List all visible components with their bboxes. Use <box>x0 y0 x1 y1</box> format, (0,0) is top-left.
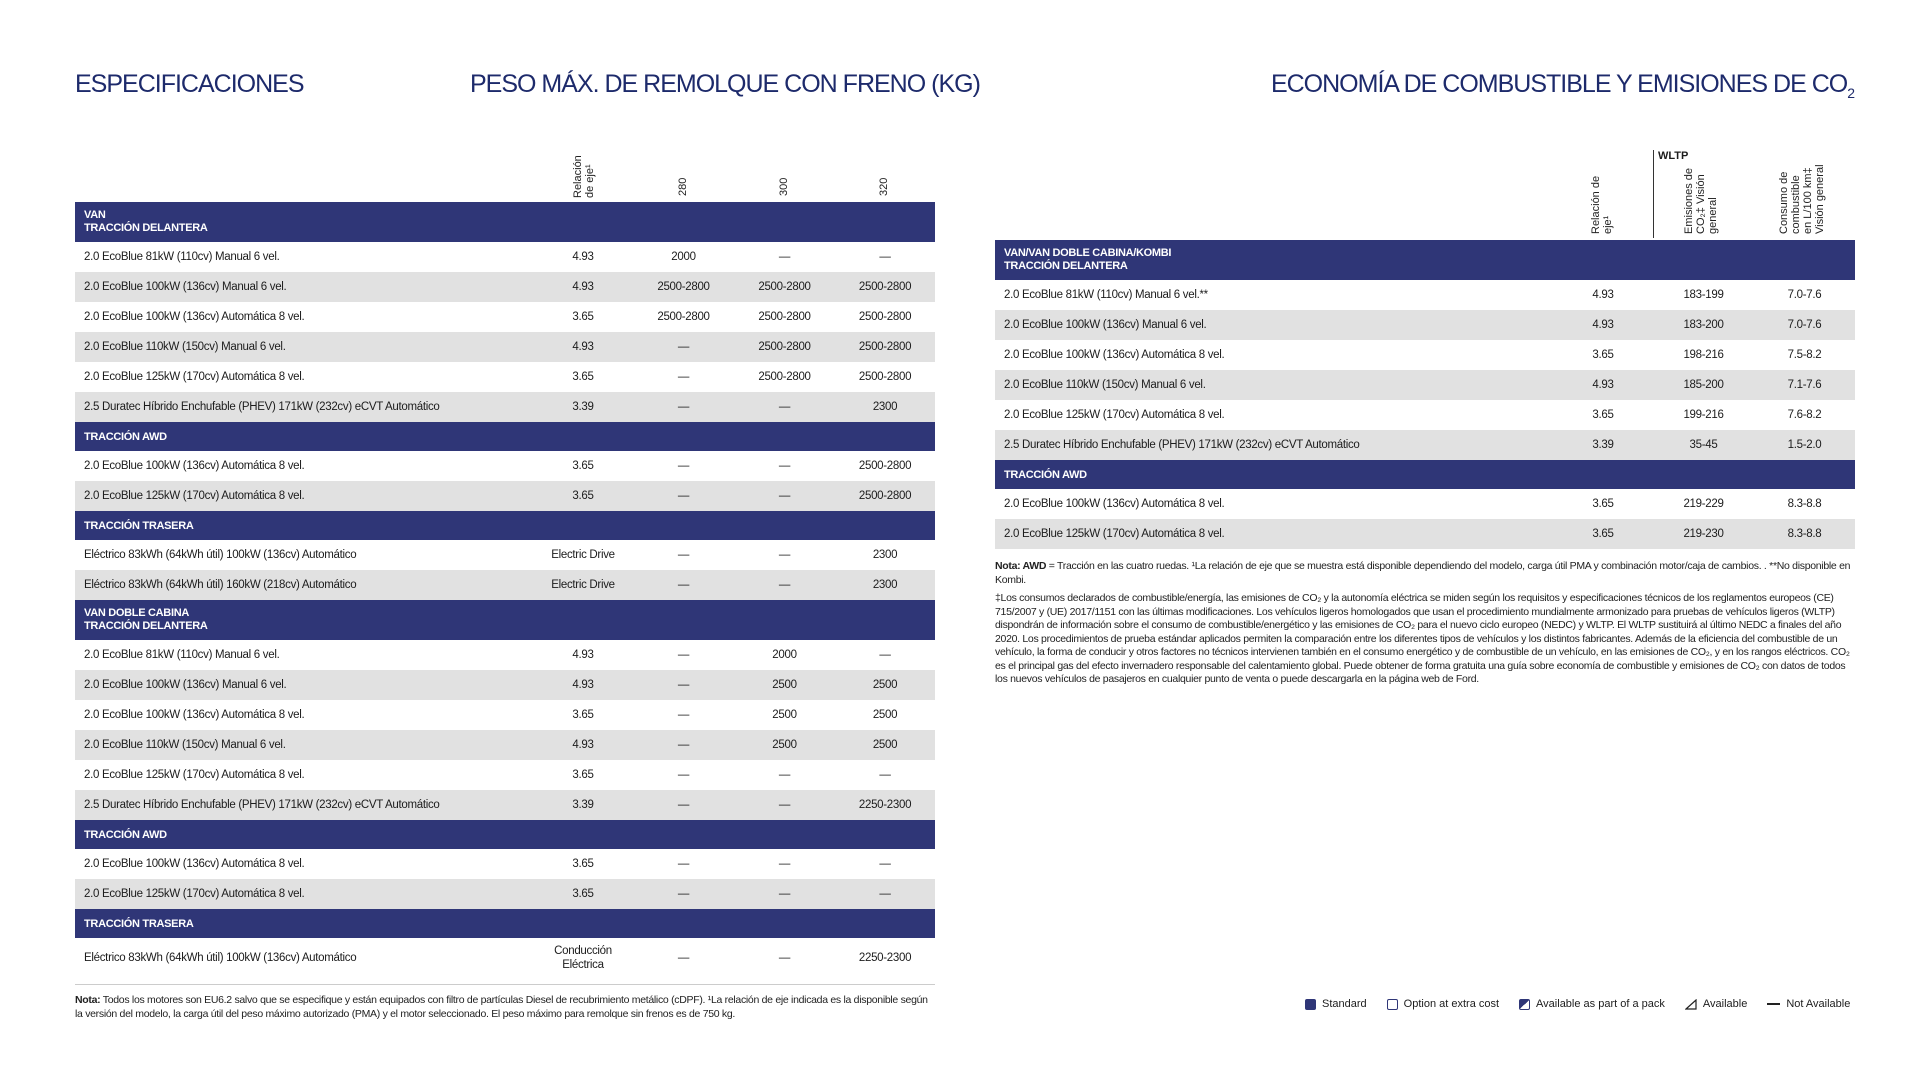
group-header <box>995 460 1855 489</box>
engine-cell: 2.0 EcoBlue 81kW (110cv) Manual 6 vel.** <box>1004 289 1208 301</box>
value-cell: 183-199 <box>1683 289 1724 301</box>
group-label: VAN/VAN DOBLE CABINA/KOMBI <box>1004 247 1172 259</box>
table-row <box>75 451 935 481</box>
value-cell: 4.93 <box>533 332 633 362</box>
towing-table <box>75 202 935 978</box>
table-row <box>75 332 935 362</box>
table-row <box>75 392 935 422</box>
value-cell: 3.39 <box>533 392 633 422</box>
table-row <box>75 362 935 392</box>
value-cell: 7.0-7.6 <box>1787 289 1822 301</box>
value-cell: 7.0-7.6 <box>1754 310 1855 340</box>
engine-cell: 2.0 EcoBlue 125kW (170cv) Automática 8 vel. <box>84 769 305 781</box>
value-cell: — <box>677 649 690 661</box>
value-cell: 3.65 <box>572 858 594 870</box>
table-row <box>75 302 935 332</box>
value-cell: 2500 <box>772 709 797 721</box>
value-cell: — <box>778 460 791 472</box>
legend-label: Available as part of a pack <box>1536 998 1665 1010</box>
value-cell: 198-216 <box>1683 349 1724 361</box>
value-cell: 4.93 <box>533 670 633 700</box>
group-label: TRACCIÓN DELANTERA <box>84 222 208 234</box>
wltp-divider <box>1653 150 1654 238</box>
value-cell: — <box>879 769 891 781</box>
value-cell: 1.5-2.0 <box>1754 430 1855 460</box>
group-header-row <box>75 202 935 242</box>
engine-cell: 2.0 EcoBlue 100kW (136cv) Manual 6 vel. <box>995 310 1553 340</box>
value-cell: 3.65 <box>533 481 633 511</box>
value-cell: 2300 <box>872 549 898 561</box>
engine-cell: 2.0 EcoBlue 100kW (136cv) Automática 8 vel. <box>84 460 305 472</box>
group-header <box>75 511 935 540</box>
legend-label: Not Available <box>1786 998 1851 1010</box>
value-cell: 199-216 <box>1683 409 1724 421</box>
engine-cell: 2.0 EcoBlue 100kW (136cv) Automática 8 vel. <box>1004 349 1225 361</box>
value-cell: — <box>633 332 734 362</box>
value-cell: 2500-2800 <box>734 332 835 362</box>
value-cell: 2500-2800 <box>633 272 734 302</box>
value-cell: 3.65 <box>1553 519 1653 549</box>
value-cell: — <box>734 481 835 511</box>
header-300: 300 <box>778 177 790 196</box>
legend-label: Available <box>1702 998 1748 1010</box>
value-cell: — <box>677 709 690 721</box>
group-header <box>75 600 935 640</box>
engine-cell: 2.0 EcoBlue 125kW (170cv) Automática 8 vel. <box>1004 409 1225 421</box>
note-label: Nota: <box>75 994 101 1006</box>
value-cell: 183-200 <box>1653 310 1754 340</box>
value-cell: — <box>633 670 734 700</box>
value-cell: — <box>879 649 891 661</box>
value-cell: — <box>778 952 791 964</box>
economy-title-text: ECONOMÍA DE COMBUSTIBLE Y EMISIONES DE CO <box>1270 70 1848 98</box>
value-cell: — <box>633 879 734 909</box>
group-label: TRACCIÓN DELANTERA <box>1004 260 1128 272</box>
group-header-row <box>995 240 1855 280</box>
table-row <box>75 879 935 909</box>
legend-available <box>1685 998 1747 1010</box>
value-cell: 2500-2800 <box>835 272 935 302</box>
dash-icon <box>1767 1003 1780 1005</box>
header-320: 320 <box>878 177 890 196</box>
legend-label: Standard <box>1322 998 1367 1010</box>
engine-cell: 2.5 Duratec Híbrido Enchufable (PHEV) 171kW (232cv) eCVT Automático <box>75 790 533 820</box>
group-label: TRACCIÓN TRASERA <box>84 519 194 532</box>
group-header-row <box>75 511 935 540</box>
value-cell: 2300 <box>835 392 935 422</box>
value-cell: 2300 <box>835 570 935 600</box>
legend-option <box>1387 998 1499 1010</box>
value-cell: 2500-2800 <box>858 311 912 323</box>
engine-cell: 2.5 Duratec Híbrido Enchufable (PHEV) 171kW (232cv) eCVT Automático <box>75 392 533 422</box>
note-text: Todos los motores son EU6.2 salvo que se especifique y están equipados con filtro de partículas Diesel de recubrimiento metálico (cDPF). ¹La relación de eje indicada es la disponible según la versión del modelo, la carga útil del peso máximo autorizado (PMA) y el motor seleccionado. El peso máximo para remolque sin frenos es de 750 kg. <box>75 994 928 1020</box>
value-cell: — <box>778 251 791 263</box>
value-cell: — <box>734 879 835 909</box>
group-label: VAN DOBLE CABINA <box>84 607 189 619</box>
value-cell: 7.1-7.6 <box>1754 370 1855 400</box>
value-cell: 2500 <box>835 730 935 760</box>
value-cell: 3.65 <box>572 371 594 383</box>
group-header-row <box>75 600 935 640</box>
value-cell: 185-200 <box>1653 370 1754 400</box>
engine-cell: Eléctrico 83kWh (64kWh útil) 100kW (136cv) Automático <box>84 549 357 561</box>
engine-cell: 2.0 EcoBlue 81kW (110cv) Manual 6 vel. <box>84 649 280 661</box>
engine-cell: Eléctrico 83kWh (64kWh útil) 100kW (136cv) Automático <box>84 952 357 964</box>
legend <box>1305 998 1850 1010</box>
economy-title-subscript: 2 <box>1847 85 1854 101</box>
group-label: TRACCIÓN TRASERA <box>84 917 194 930</box>
triangle-icon <box>1685 999 1697 1010</box>
value-cell: — <box>778 549 791 561</box>
table-row <box>995 280 1855 310</box>
value-cell: 3.65 <box>533 879 633 909</box>
value-cell: 2500 <box>734 730 835 760</box>
engine-cell: 2.0 EcoBlue 100kW (136cv) Manual 6 vel. <box>75 670 533 700</box>
group-header <box>75 202 935 242</box>
value-cell: — <box>633 730 734 760</box>
value-cell: 2500 <box>835 670 935 700</box>
value-cell: 219-229 <box>1683 498 1724 510</box>
engine-cell: 2.0 EcoBlue 100kW (136cv) Automática 8 vel. <box>84 858 305 870</box>
group-header <box>75 422 935 451</box>
value-cell: 4.93 <box>533 272 633 302</box>
value-cell: 3.65 <box>1592 498 1614 510</box>
half-filled-square-icon <box>1519 999 1530 1010</box>
engine-cell: 2.0 EcoBlue 110kW (150cv) Manual 6 vel. <box>75 730 533 760</box>
table-row <box>75 481 935 511</box>
value-cell: 3.65 <box>1592 409 1614 421</box>
value-cell: — <box>778 858 791 870</box>
value-cell: — <box>677 858 690 870</box>
value-cell: 3.39 <box>533 790 633 820</box>
table-row <box>75 938 935 978</box>
value-cell: 35-45 <box>1653 430 1754 460</box>
value-cell: — <box>879 251 891 263</box>
value-cell: 2250-2300 <box>835 790 935 820</box>
table-row <box>995 310 1855 340</box>
value-cell: 8.3-8.8 <box>1787 498 1822 510</box>
value-cell: 4.93 <box>1553 310 1653 340</box>
table-row <box>995 340 1855 370</box>
value-cell: — <box>677 549 690 561</box>
group-header <box>75 820 935 849</box>
value-cell: — <box>879 858 891 870</box>
value-cell: — <box>633 392 734 422</box>
economy-title <box>1271 70 1854 101</box>
table-row <box>75 570 935 600</box>
value-cell: 2500 <box>734 670 835 700</box>
value-cell: — <box>677 769 690 781</box>
value-cell: 2500-2800 <box>835 481 935 511</box>
header-280: 280 <box>677 177 689 196</box>
header-axle-ratio-right: Relación de eje¹ <box>1590 175 1614 234</box>
value-cell: 4.93 <box>572 251 594 263</box>
table-row <box>995 370 1855 400</box>
table-row <box>995 400 1855 430</box>
value-cell: — <box>734 392 835 422</box>
table-row <box>995 519 1855 549</box>
value-cell: — <box>677 371 690 383</box>
value-cell: 2500-2800 <box>758 311 811 323</box>
header-axle-ratio: Relación de eje¹ <box>572 155 596 198</box>
value-cell: 2000 <box>671 251 696 263</box>
group-header-row <box>995 460 1855 489</box>
table-row <box>75 849 935 879</box>
value-cell: 3.65 <box>572 769 594 781</box>
engine-cell: 2.0 EcoBlue 100kW (136cv) Automática 8 vel. <box>84 709 305 721</box>
engine-cell: 2.0 EcoBlue 125kW (170cv) Automática 8 vel. <box>75 481 533 511</box>
engine-cell: 2.0 EcoBlue 81kW (110cv) Manual 6 vel. <box>84 251 280 263</box>
value-cell: 8.3-8.8 <box>1754 519 1855 549</box>
towing-title: PESO MÁX. DE REMOLQUE CON FRENO (KG) <box>470 70 980 98</box>
value-cell: 7.5-8.2 <box>1787 349 1822 361</box>
filled-square-icon <box>1305 999 1316 1010</box>
specs-title: ESPECIFICACIONES <box>75 70 304 98</box>
economy-table <box>995 240 1855 549</box>
value-cell: 2500-2800 <box>858 371 912 383</box>
table-row <box>75 760 935 790</box>
group-label: TRACCIÓN AWD <box>1004 468 1087 481</box>
engine-cell: 2.5 Duratec Híbrido Enchufable (PHEV) 171kW (232cv) eCVT Automático <box>995 430 1553 460</box>
value-cell: — <box>633 570 734 600</box>
engine-cell: Eléctrico 83kWh (64kWh útil) 160kW (218cv) Automático <box>75 570 533 600</box>
value-cell: — <box>734 790 835 820</box>
header-fuel: Consumo de combustible en L/100 km‡ Visión general <box>1778 164 1826 234</box>
value-cell: — <box>778 769 791 781</box>
table-row <box>995 430 1855 460</box>
value-cell: 2500-2800 <box>858 460 912 472</box>
value-cell: 3.65 <box>1592 349 1614 361</box>
value-cell: 2500 <box>872 709 898 721</box>
table-row <box>75 730 935 760</box>
table-row <box>75 540 935 570</box>
legend-label: Option at extra cost <box>1403 998 1500 1010</box>
engine-cell: 2.0 EcoBlue 110kW (150cv) Manual 6 vel. <box>995 370 1553 400</box>
value-cell: Electric Drive <box>551 549 615 561</box>
group-label: TRACCIÓN DELANTERA <box>84 620 208 632</box>
engine-cell: 2.0 EcoBlue 125kW (170cv) Automática 8 vel. <box>84 371 305 383</box>
empty-square-icon <box>1387 999 1398 1010</box>
value-cell: Conducción Eléctrica <box>554 945 612 971</box>
value-cell: 4.93 <box>1592 289 1614 301</box>
value-cell: 2500-2800 <box>758 371 811 383</box>
group-header <box>995 240 1855 280</box>
value-cell: 219-230 <box>1653 519 1754 549</box>
value-cell: — <box>734 570 835 600</box>
table-row <box>75 242 935 272</box>
engine-cell: 2.0 EcoBlue 100kW (136cv) Manual 6 vel. <box>75 272 533 302</box>
engine-cell: 2.0 EcoBlue 125kW (170cv) Automática 8 vel. <box>995 519 1553 549</box>
value-cell: 2500-2800 <box>734 272 835 302</box>
legend-standard <box>1305 998 1367 1010</box>
group-header-row <box>75 909 935 938</box>
value-cell: — <box>677 952 690 964</box>
engine-cell: 2.0 EcoBlue 110kW (150cv) Manual 6 vel. <box>75 332 533 362</box>
value-cell: — <box>633 790 734 820</box>
value-cell: Electric Drive <box>533 570 633 600</box>
value-cell: 3.65 <box>572 460 594 472</box>
table-row <box>995 489 1855 519</box>
note-label: Nota: AWD <box>995 560 1047 572</box>
value-cell: 2500-2800 <box>657 311 710 323</box>
engine-cell: 2.0 EcoBlue 100kW (136cv) Automática 8 vel. <box>84 311 305 323</box>
value-cell: — <box>835 879 935 909</box>
value-cell: 3.39 <box>1553 430 1653 460</box>
value-cell: — <box>633 481 734 511</box>
value-cell: 4.93 <box>533 730 633 760</box>
table-row <box>75 670 935 700</box>
note-text: = Tracción en las cuatro ruedas. ¹La relación de eje que se muestra está disponible dependiendo del modelo, carga útil PMA y combinación motor/caja de cambios. . **No disponible en Kombi. <box>995 560 1851 586</box>
value-cell: 7.6-8.2 <box>1787 409 1822 421</box>
group-label: TRACCIÓN AWD <box>84 430 167 443</box>
value-cell: 2500-2800 <box>835 332 935 362</box>
wltp-label: WLTP <box>1658 150 1689 162</box>
legend-pack <box>1519 998 1665 1010</box>
group-label: TRACCIÓN AWD <box>84 828 167 841</box>
header-co2: Emisiones de CO₂‡ Visión general <box>1683 167 1719 234</box>
group-label: VAN <box>84 209 106 221</box>
economy-note-2: ‡Los consumos declarados de combustible/energía, las emisiones de CO₂ y la autonomía eléctrica se miden según los requisitos y especificaciones técnicos de los reglamentos europeos (CE) 715/2007 y (UE) 2017/1151 con las últimas modificaciones. Los vehículos ligeros homologados que usan el procedimiento mundialmente armonizado para pruebas de vehículos ligeros (WLTP) dispondrán de información sobre el consumo de combustible/energético y las emisiones de CO₂ para el nuevo ciclo europeo (NEDC) y WLTP. El WLTP sustituirá al último NEDC a finales del año 2020. Los procedimientos de prueba estándar aplicados permiten la comparación entre los diferentes tipos de vehículos y los distintos fabricantes. Además de la eficiencia del combustible de un vehículo, la forma de conducir y otros factores no técnicos intervienen también en el consumo energético y de combustible de un vehículo, en las emisiones de CO₂, y en los rangos eléctricos. CO₂ es el principal gas del efecto invernadero responsable del calentamiento global. Puede obtener de forma gratuita una guía sobre economía de combustible y emisiones de CO₂ con datos de todos los nuevos vehículos de pasajeros en cualquier punto de venta o puede descargarla en la página web de Ford. <box>995 592 1850 685</box>
engine-cell: 2.0 EcoBlue 125kW (170cv) Automática 8 vel. <box>75 879 533 909</box>
value-cell: 2000 <box>772 649 797 661</box>
engine-cell: 2.0 EcoBlue 100kW (136cv) Automática 8 vel. <box>1004 498 1225 510</box>
economy-note-1 <box>995 560 1855 587</box>
table-row <box>75 790 935 820</box>
value-cell: 4.93 <box>1553 370 1653 400</box>
value-cell: 2250-2300 <box>858 952 912 964</box>
legend-not-available <box>1767 998 1850 1010</box>
value-cell: 3.65 <box>572 311 594 323</box>
value-cell: 4.93 <box>572 649 594 661</box>
group-header-row <box>75 820 935 849</box>
group-header-row <box>75 422 935 451</box>
value-cell: 3.65 <box>572 709 594 721</box>
value-cell: — <box>677 460 690 472</box>
table-row <box>75 700 935 730</box>
towing-note <box>75 994 935 1021</box>
group-header <box>75 909 935 938</box>
table-row <box>75 640 935 670</box>
divider <box>75 984 935 985</box>
table-row <box>75 272 935 302</box>
